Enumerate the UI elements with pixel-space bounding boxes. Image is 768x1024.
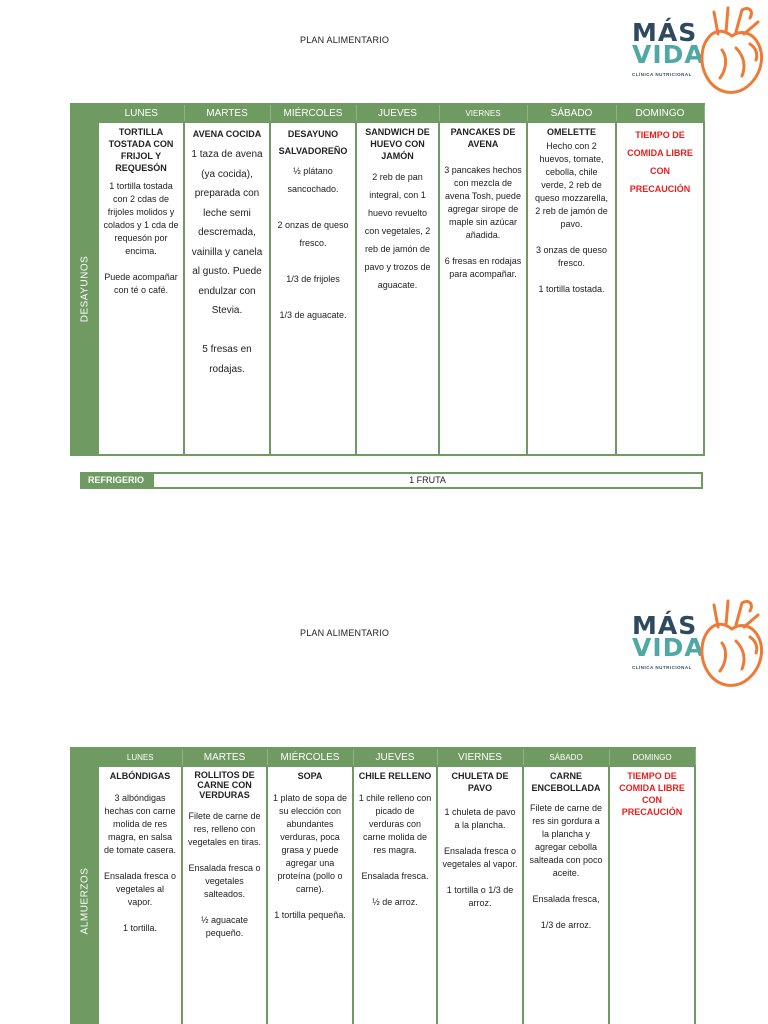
snack-label: REFRIGERIO	[82, 474, 154, 487]
meal-cell	[353, 766, 437, 1024]
free-meal-cell	[609, 766, 695, 1024]
day-header: VIERNES	[437, 748, 523, 766]
day-header: DOMINGO	[616, 104, 704, 122]
meal-cell	[184, 122, 270, 455]
section-label	[71, 122, 98, 455]
meal-cell	[270, 122, 356, 455]
meal-description: Hecho con 2 huevos, tomate, cebolla, chile verde, 2 reb de queso mozzarella, 2 reb de jamón de pavo. 3 onzas de queso fresco. 1 tortilla tostada.	[534, 141, 609, 294]
meal-title: TORTILLA TOSTADA CON FRIJOL Y REQUESÓN	[108, 127, 174, 173]
day-header: LUNES	[98, 104, 184, 122]
meal-description: Filete de carne de res, relleno con vegetales en tiras. Ensalada fresca o vegetales salteados. ½ aguacate pequeño.	[187, 811, 262, 938]
meal-cell	[523, 766, 609, 1024]
day-header: MARTES	[184, 104, 270, 122]
free-meal-notice: TIEMPO DE COMIDA LIBRE CON PRECAUCIÓN	[627, 130, 693, 194]
snack-value: 1 FRUTA	[409, 475, 446, 485]
meal-cell	[527, 122, 616, 455]
heart-anatomy-icon	[692, 597, 768, 693]
meal-cell	[437, 766, 523, 1024]
meal-description: 1 tortilla tostada con 2 cdas de frijoles molidos y colados y 1 cda de requesón por encima. Puede acompañar con té o café.	[103, 181, 179, 295]
free-meal-notice: TIEMPO DE COMIDA LIBRE CON PRECAUCIÓN	[619, 771, 685, 817]
meal-title: SOPA	[297, 771, 323, 781]
logo-line-1: MÁS	[632, 18, 698, 47]
day-header: VIERNES	[439, 104, 527, 122]
meal-title: ROLLITOS DE CARNE CON VERDURAS	[194, 770, 255, 800]
meal-title: PANCAKES DE AVENA	[450, 127, 516, 149]
meal-description: ½ plátano sancochado. 2 onzas de queso fresco. 1/3 de frijoles 1/3 de aguacate.	[277, 166, 349, 320]
meal-description: Filete de carne de res sin gordura a la plancha y agregar cebolla salteada con poco aceite. Ensalada fresca, 1/3 de arroz.	[529, 803, 603, 930]
meal-description: 1 taza de avena (ya cocida), preparada con leche semi descremada, vainilla y canela al gusto. Puede endulzar con Stevia. 5 fresas en rodajas.	[191, 149, 263, 375]
meal-title: OMELETTE	[547, 127, 596, 137]
day-header: MIÉRCOLES	[267, 748, 353, 766]
meal-title: ALBÓNDIGAS	[109, 771, 171, 781]
meal-description: 2 reb de pan integral, con 1 huevo revuelto con vegetales, 2 reb de jamón de pavo y trozos de aguacate.	[364, 172, 431, 290]
logo-line-2: VIDA	[632, 633, 705, 662]
meal-cell	[182, 766, 267, 1024]
meal-description: 3 pancakes hechos con mezcla de avena Tosh, puede agregar sirope de maple sin azúcar añadida. 6 fresas en rodajas para acompañar.	[444, 165, 522, 279]
lunch-table	[70, 747, 696, 1024]
snack-row	[80, 472, 703, 489]
meal-description: 1 plato de sopa de su elección con abundantes verduras, poca grasa y puede agregar una proteína (pollo o carne). 1 tortilla pequeña.	[272, 793, 348, 920]
day-header: MARTES	[182, 748, 267, 766]
day-header: MIÉRCOLES	[270, 104, 356, 122]
meal-title: CARNE ENCEBOLLADA	[531, 771, 601, 793]
meal-title: SANDWICH DE HUEVO CON JAMÓN	[365, 127, 430, 161]
meal-description: 1 chuleta de pavo a la plancha. Ensalada fresca o vegetales al vapor. 1 tortilla o 1/3 de arroz.	[442, 807, 518, 908]
free-meal-cell	[616, 122, 704, 455]
document-title: PLAN ALIMENTARIO	[300, 628, 390, 638]
section-label-text: DESAYUNOS	[79, 255, 90, 322]
logo-tagline: CLÍNICA NUTRICIONAL	[632, 665, 692, 670]
meal-cell	[98, 122, 184, 455]
logo-line-2: VIDA	[632, 40, 705, 69]
brand-logo	[632, 597, 768, 697]
heart-anatomy-icon	[692, 4, 768, 100]
meal-cell	[267, 766, 353, 1024]
table-corner	[71, 748, 98, 766]
meal-title: CHULETA DE PAVO	[451, 771, 509, 793]
meal-title: CHILE RELLENO	[358, 771, 432, 781]
day-header: JUEVES	[356, 104, 439, 122]
day-header: JUEVES	[353, 748, 437, 766]
section-label	[71, 766, 98, 1024]
meal-cell	[439, 122, 527, 455]
meal-title: DESAYUNO SALVADOREÑO	[278, 129, 348, 156]
brand-logo	[632, 4, 768, 104]
section-label-text: ALMUERZOS	[79, 867, 90, 935]
logo-tagline: CLÍNICA NUTRICIONAL	[632, 72, 692, 77]
meal-title: AVENA COCIDA	[192, 129, 262, 139]
day-header: DOMINGO	[609, 748, 695, 766]
document-title: PLAN ALIMENTARIO	[300, 35, 390, 45]
logo-line-1: MÁS	[632, 611, 698, 640]
meal-description: 1 chile relleno con picado de verduras con carne molida de res magra. Ensalada fresca. ½ de arroz.	[358, 793, 432, 907]
meal-cell	[356, 122, 439, 455]
meal-description: 3 albóndigas hechas con carne molida de res magra, en salsa de tomate casera. Ensalada fresca o vegetales al vapor. 1 tortilla.	[103, 793, 177, 933]
meal-cell	[98, 766, 182, 1024]
day-header: SÁBADO	[523, 748, 609, 766]
breakfast-table	[70, 103, 705, 456]
day-header: SÁBADO	[527, 104, 616, 122]
table-corner	[71, 104, 98, 122]
day-header: LUNES	[98, 748, 182, 766]
